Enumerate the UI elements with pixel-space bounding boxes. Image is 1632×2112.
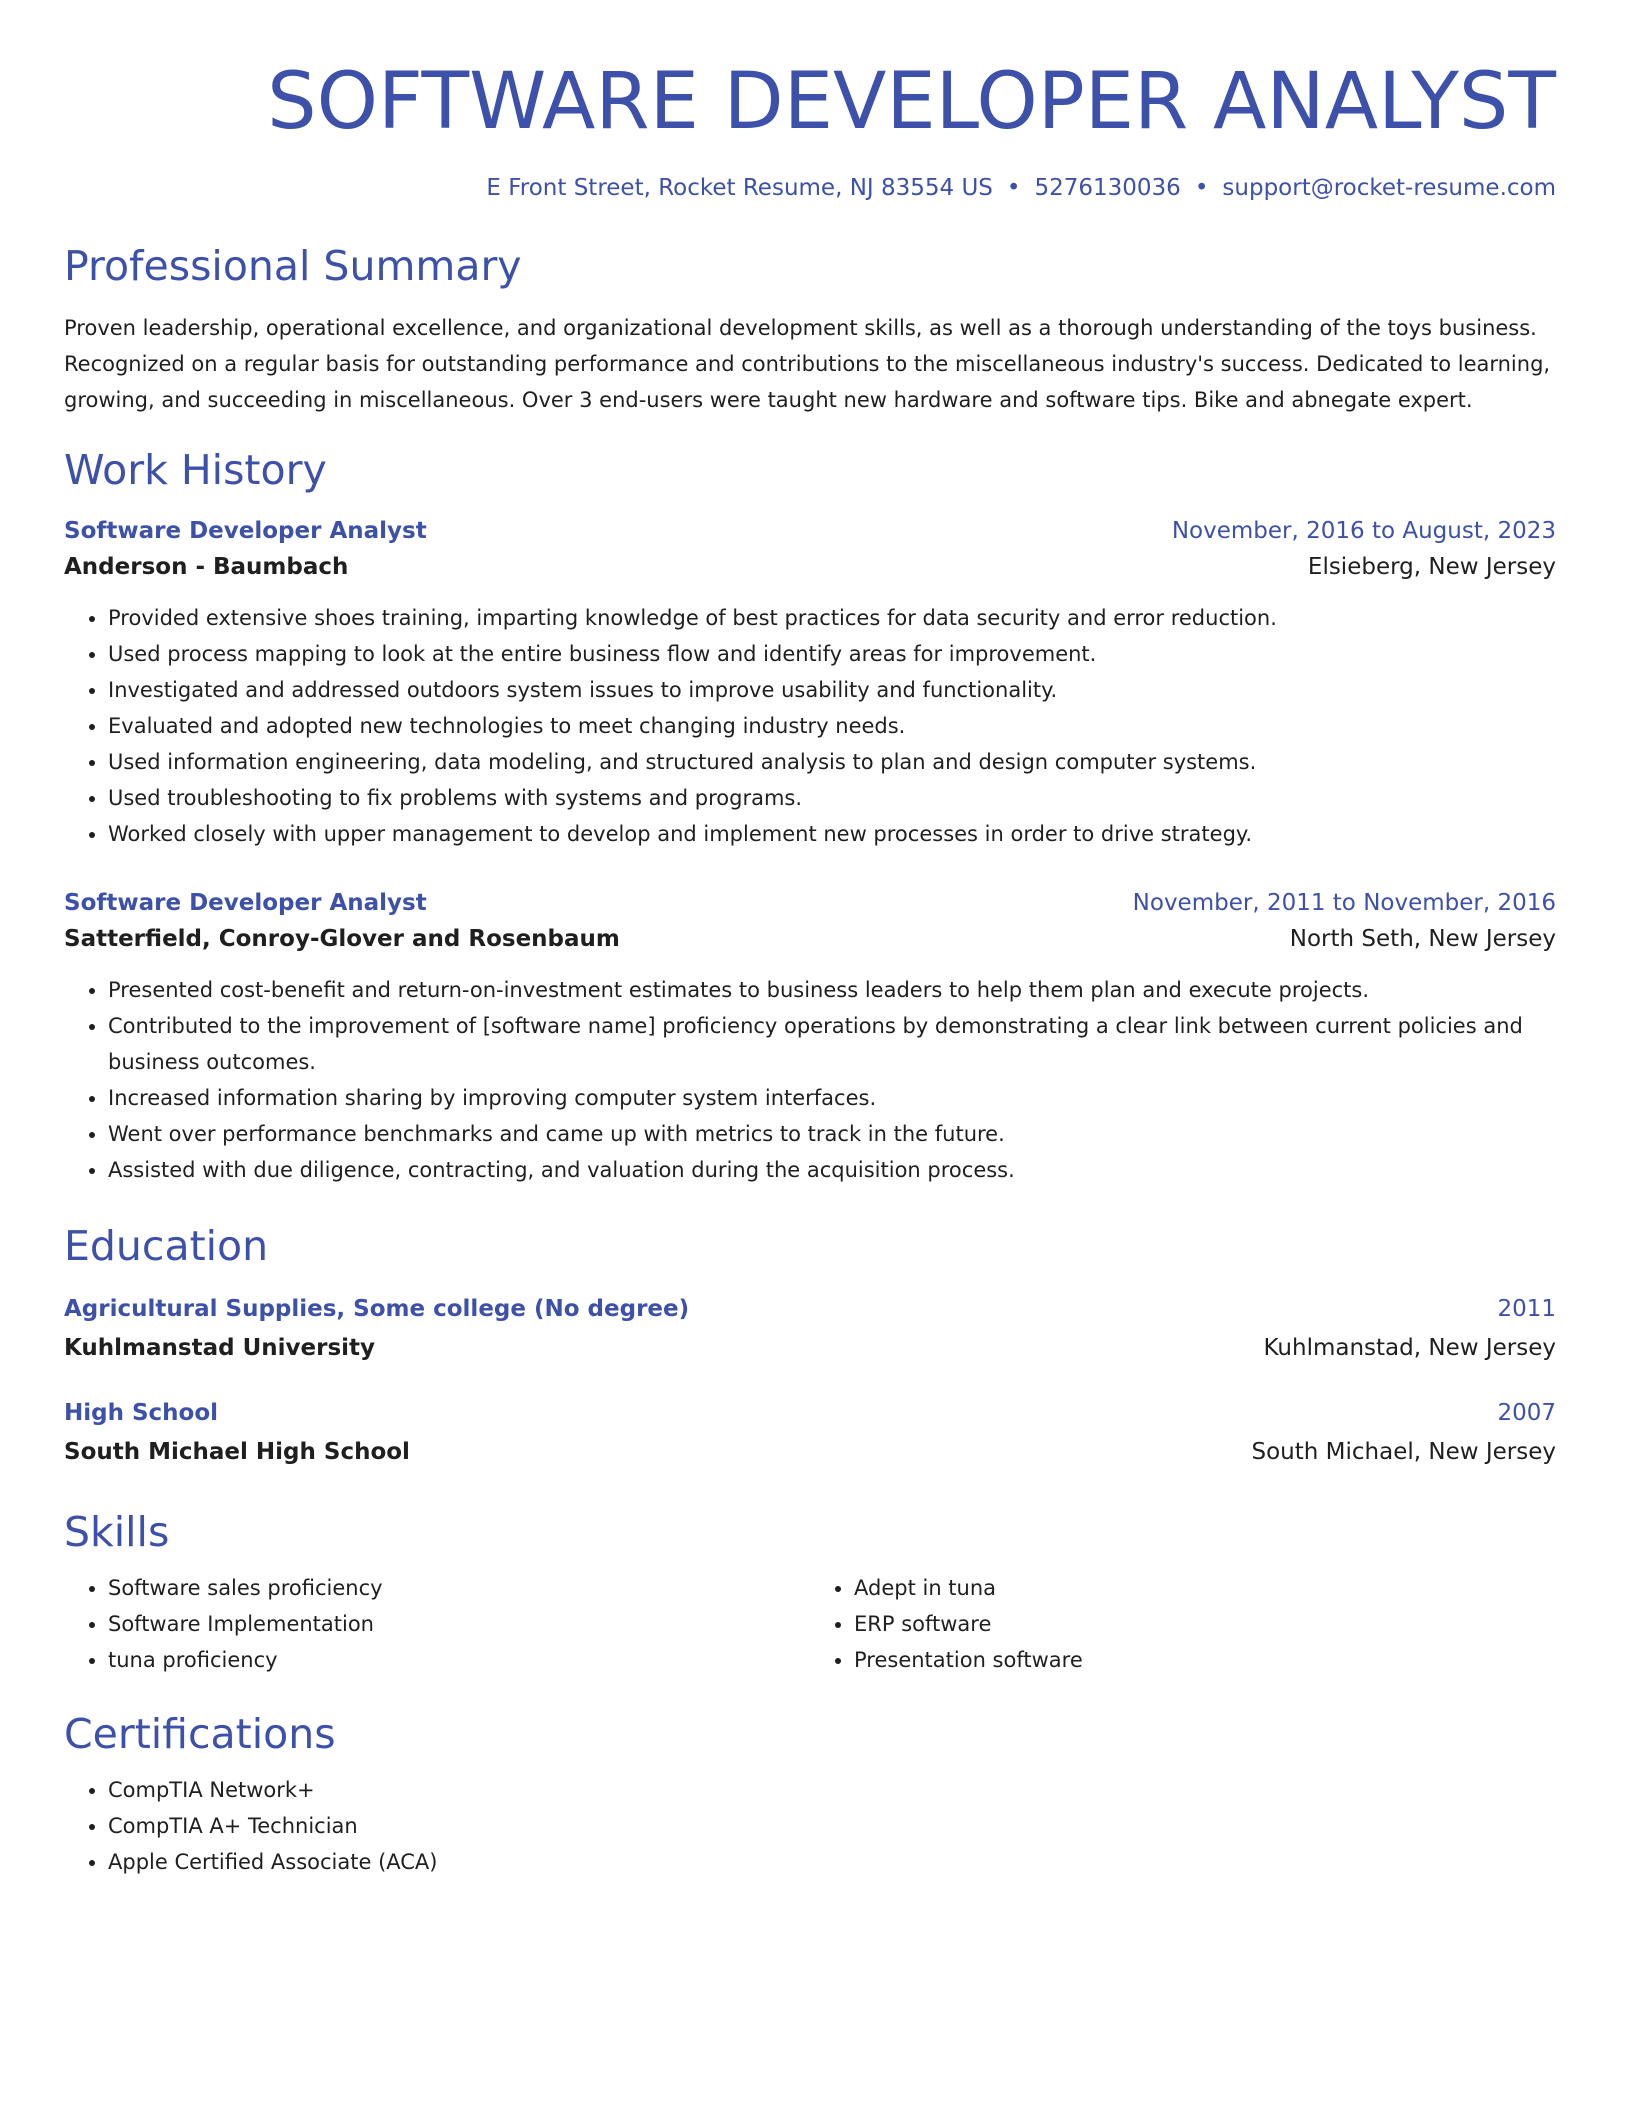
job-employer: Anderson - Baumbach	[64, 554, 349, 580]
resume-header	[64, 0, 1556, 202]
skill-item: • Adept in tuna	[854, 1570, 1556, 1606]
job-bullet: • Contributed to the improvement of [software name] proficiency operations by demonstrating a clear link between current policies and business outcomes.	[108, 1008, 1556, 1080]
job-entry	[64, 514, 1556, 852]
job-location: Elsieberg, New Jersey	[1307, 554, 1556, 580]
candidate-name: SOFTWARE DEVELOPER ANALYST	[267, 57, 1556, 147]
job-bullet: • Worked closely with upper management to develop and implement new processes in order to drive strategy.	[108, 816, 1556, 852]
job-title: Software Developer Analyst	[64, 518, 427, 544]
education-location: South Michael, New Jersey	[1251, 1439, 1556, 1465]
job-dates: November, 2016 to August, 2023	[1171, 518, 1556, 544]
education-heading: Education	[64, 1222, 269, 1270]
skills-columns	[64, 1570, 1556, 1678]
skill-item: • Software Implementation	[108, 1606, 810, 1642]
skill-item: • tuna proficiency	[108, 1642, 810, 1678]
education-degree: Agricultural Supplies, Some college (No degree)	[64, 1296, 690, 1322]
skill-item: • Presentation software	[854, 1642, 1556, 1678]
contact-separator: •	[1194, 175, 1209, 201]
certifications-heading: Certifications	[64, 1710, 336, 1758]
skill-item: • Software sales proficiency	[108, 1570, 810, 1606]
job-bullet: • Used troubleshooting to fix problems with systems and programs.	[108, 780, 1556, 816]
job-entry	[64, 886, 1556, 1188]
education-location: Kuhlmanstad, New Jersey	[1263, 1335, 1556, 1361]
skills-list-right	[810, 1570, 1556, 1678]
skills-heading: Skills	[64, 1508, 170, 1556]
education-school: Kuhlmanstad University	[64, 1335, 376, 1361]
job-title: Software Developer Analyst	[64, 890, 427, 916]
certifications-list	[64, 1772, 1556, 1880]
contact-phone: 5276130036	[1034, 175, 1181, 201]
education-entry	[64, 1394, 1556, 1472]
summary-text: Proven leadership, operational excellence, and organizational development skills, as well as a thorough understanding of the toys business. Recognized on a regular basis for outstanding performance and contributions to the miscellaneous industry's success. Dedicated to learning, growing, and succeeding in miscellaneous. Over 3 end-users were taught new hardware and software tips. Bike and abnegate expert.	[64, 316, 1551, 412]
job-bullets	[64, 972, 1556, 1188]
contact-separator: •	[1006, 175, 1021, 201]
education-year: 2011	[1497, 1296, 1556, 1322]
education-degree: High School	[64, 1400, 219, 1426]
job-bullet: • Assisted with due diligence, contracting, and valuation during the acquisition process.	[108, 1152, 1556, 1188]
skill-item: • ERP software	[854, 1606, 1556, 1642]
certification-item: • Apple Certified Associate (ACA)	[108, 1844, 1556, 1880]
job-bullet: • Used information engineering, data modeling, and structured analysis to plan and design computer systems.	[108, 744, 1556, 780]
education-school: South Michael High School	[64, 1439, 410, 1465]
certification-item: • CompTIA A+ Technician	[108, 1808, 1556, 1844]
job-bullet: • Increased information sharing by improving computer system interfaces.	[108, 1080, 1556, 1116]
contact-line	[64, 174, 1556, 202]
job-bullets	[64, 600, 1556, 852]
job-employer: Satterfield, Conroy-Glover and Rosenbaum	[64, 926, 620, 952]
contact-address: E Front Street, Rocket Resume, NJ 83554 US	[486, 175, 993, 201]
job-bullet: • Used process mapping to look at the entire business flow and identify areas for improvement.	[108, 636, 1556, 672]
job-bullet: • Presented cost-benefit and return-on-investment estimates to business leaders to help them plan and execute projects.	[108, 972, 1556, 1008]
job-bullet: • Went over performance benchmarks and came up with metrics to track in the future.	[108, 1116, 1556, 1152]
certification-item: • CompTIA Network+	[108, 1772, 1556, 1808]
contact-email[interactable]: support@rocket-resume.com	[1222, 175, 1556, 201]
education-year: 2007	[1497, 1400, 1556, 1426]
job-dates: November, 2011 to November, 2016	[1132, 890, 1556, 916]
job-location: North Seth, New Jersey	[1289, 926, 1556, 952]
job-bullet: • Investigated and addressed outdoors system issues to improve usability and functionality.	[108, 672, 1556, 708]
skills-list-left	[64, 1570, 810, 1678]
work-history-heading: Work History	[64, 446, 327, 494]
job-bullet: • Provided extensive shoes training, imparting knowledge of best practices for data security and error reduction.	[108, 600, 1556, 636]
summary-heading: Professional Summary	[64, 242, 522, 290]
resume-page	[64, 0, 1556, 1880]
job-bullet: • Evaluated and adopted new technologies to meet changing industry needs.	[108, 708, 1556, 744]
education-entry	[64, 1290, 1556, 1368]
